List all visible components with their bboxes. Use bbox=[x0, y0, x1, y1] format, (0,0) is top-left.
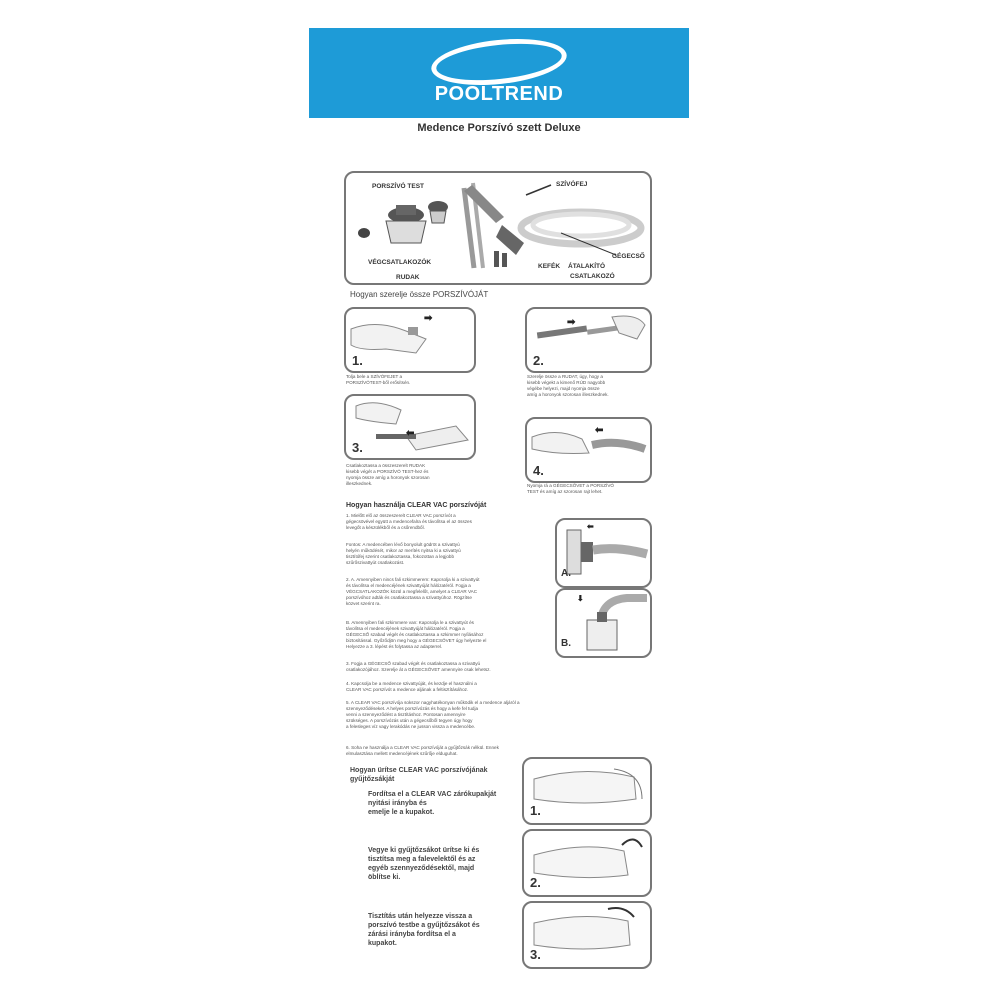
assembly-step-1-caption: Tolja bele a SZÍVÓFEJET a PORSZÍVÓTEST-ből erősítsén. bbox=[346, 374, 411, 385]
step-number: 2. bbox=[530, 875, 541, 890]
assembly-step-1-frame bbox=[344, 307, 476, 373]
usage-paragraph-6: 4. Kapcsolja be a medence szivattyúját, és kezdje el használni a CLEAR VAC porszívót a medence aljának a feltisztításához. bbox=[346, 681, 477, 692]
emptying-step-1-frame bbox=[522, 757, 652, 825]
step-number: 1. bbox=[530, 803, 541, 818]
usage-paragraph-8: 6. Soha ne használja a CLEAR VAC porszívóját a gyűjtőzsák nélkül. Ennek elmulasztása mellett medencéjének szűrője elduguhat. bbox=[346, 745, 499, 756]
emptying-heading: Hogyan ürítse CLEAR VAC porszívójának gyűjtőzsákját bbox=[350, 767, 488, 783]
label-vacuum-body: PORSZÍVÓ TEST bbox=[372, 183, 425, 190]
emptying-step-2-text: Vegye ki gyűjtőzsákot ürítse ki és tisztítsa meg a falevelektől és az egyéb szennyeződésektől, majd öblítse ki. bbox=[368, 847, 480, 881]
emptying-step-1-text: Fordítsa el a CLEAR VAC zárókupakját nyitási irányba és emelje le a kupakot. bbox=[368, 791, 497, 816]
assembly-step-4-caption: Nyomja rá a GÉGECSÖVET a PORSZÍVÓ TEST és amíg az szorosan rajt lehet. bbox=[527, 483, 614, 494]
usage-paragraph-2: Fontos: A medencében lévő bonyolult gödröt a szivattyú helyén működését, mikor az merítés nyitsa ki a szivattyú tisztítófej szerint csatlakoztassa, fokozottan a legjobb szűrőszivattyút csatlakozást. bbox=[346, 542, 461, 565]
document-title: Medence Porszívó szett Deluxe bbox=[417, 122, 581, 134]
usage-paragraph-5: 3. Fogja a GÉGECSŐ szabad végét és csatlakoztassa a szivattyú csatlakozójához. Szerelje át a GÉGECSÖVET amennyire csak lehetsz. bbox=[346, 661, 491, 672]
brand-banner bbox=[309, 28, 689, 118]
brand-logo: POOLTREND bbox=[434, 83, 564, 105]
usage-paragraph-4: B. Amennyiben fali szkimmere van: Kapcsolja le a szivattyút és távolítsa el medencéjének szivattyúját hálózatéról. Fogja a GÉGECSŐ szabad végét és csatlakoztassa a szkimmer nyílásához biztosítással. Győződjön meg hogy a GÉGECSÖVET úgy helyezte el Helyezze a 3. lépést és folytassa az adapterrel. bbox=[346, 620, 487, 649]
brush-icon bbox=[494, 251, 499, 267]
canister-illustration-2 bbox=[524, 831, 650, 895]
canister-illustration-1 bbox=[524, 759, 650, 823]
emptying-step-2-frame bbox=[522, 829, 652, 897]
figure-a-frame bbox=[555, 518, 652, 588]
arrow-icon: ⬅ bbox=[587, 522, 592, 531]
label-hose: GÉGECSŐ bbox=[612, 253, 645, 260]
arrow-icon: ⬅ bbox=[406, 428, 413, 439]
assembly-step-3-frame bbox=[344, 394, 476, 460]
hand-illustration-1 bbox=[346, 309, 474, 371]
arrow-icon: ➡ bbox=[567, 317, 574, 328]
label-poles: RUDAK bbox=[396, 274, 420, 281]
figure-b-frame bbox=[555, 588, 652, 658]
step-number: 1. bbox=[352, 353, 363, 368]
figure-a-label: A. bbox=[561, 568, 571, 579]
step-number: 3. bbox=[530, 947, 541, 962]
step-number: 2. bbox=[533, 353, 544, 368]
canister-illustration-3 bbox=[524, 903, 650, 967]
assembly-heading: Hogyan szerelje össze PORSZÍVÓJÁT bbox=[350, 290, 489, 299]
usage-paragraph-1: 1. Mielőtt elő az összeszerelt CLEAR VAC porszívót a gégecsövével együtt a medencefalra és távolítsa el az összes levegőt a készülékből és a csőrendből. bbox=[346, 513, 472, 530]
emptying-step-3-frame bbox=[522, 901, 652, 969]
arrow-icon: ➡ bbox=[424, 313, 431, 324]
pole-icon bbox=[464, 188, 474, 268]
usage-paragraph-3: 2. A. Amennyiben nincs fali szkimmerem: Kapcsolja ki a szivattyút és távolítsa el medencéjének szivattyúját hálózatéról. Fogja a VÉGCSATLAKOZÓK közül a megfelelőt, amelyet a CLEAR VAC porszívóhoz adták és csatlakoztassa a szivattyúhoz. Rögzítse közvet szerint ra. bbox=[346, 577, 480, 606]
label-end-connectors: VÉGCSATLAKOZÓK bbox=[368, 259, 432, 266]
parts-overview-frame bbox=[344, 171, 652, 285]
arrow-icon: ⬅ bbox=[595, 425, 602, 436]
usage-heading: Hogyan használja CLEAR VAC porszívóját bbox=[346, 502, 487, 509]
assembly-step-4-frame bbox=[525, 417, 652, 483]
step-number: 4. bbox=[533, 463, 544, 478]
assembly-step-2-frame bbox=[525, 307, 652, 373]
hand-illustration-3 bbox=[346, 396, 474, 458]
usage-paragraph-7: 5. A CLEAR VAC porszívója sokszor nagyhatékonyan működik el a medence aljáról a szennyeződéseket. A helyes porszívózás és hogy a kefe fel tudja venni a szennyeződést a tisztításhoz. Pontosan amennyire szükséges. A porszívózás után a gégecsőből tegyen úgy hogy a felesleges víz vagy lerakódás ne jusson vissza a medencébe. bbox=[346, 700, 520, 729]
arrow-down-icon: ⬇ bbox=[577, 594, 582, 603]
figure-b-label: B. bbox=[561, 638, 571, 649]
step-number: 3. bbox=[352, 440, 363, 455]
label-adapter-2: CSATLAKOZÓ bbox=[570, 273, 615, 280]
pole-illustration-2 bbox=[527, 309, 650, 371]
assembly-step-2-caption: Szerelje össze a RUDAT, úgy, hogy a kisebb végekt a kimenő RÚD nagyobb végébe helyezi, majd nyomja össze amíg a horonyok szorosan illeszkednek. bbox=[527, 374, 609, 397]
label-adapter-1: ÁTALAKÍTÓ bbox=[568, 263, 606, 270]
hose-illustration-4 bbox=[527, 419, 650, 481]
emptying-step-3-text: Tisztítás után helyezze vissza a porszívó testbe a gyűjtőzsákot és zárási irányba fordítsa el a kupakot. bbox=[368, 913, 480, 947]
label-brushes: KEFÉK bbox=[538, 263, 561, 270]
label-suction-head: SZÍVÓFEJ bbox=[556, 181, 588, 188]
assembly-step-3-caption: Csatlakoztassa a összeszerelt RUDAK kisebb végét a PORSZÍVÓ TEST-hez és nyomja össze amíg a horonyok szorosan illeszkednek. bbox=[346, 463, 430, 486]
